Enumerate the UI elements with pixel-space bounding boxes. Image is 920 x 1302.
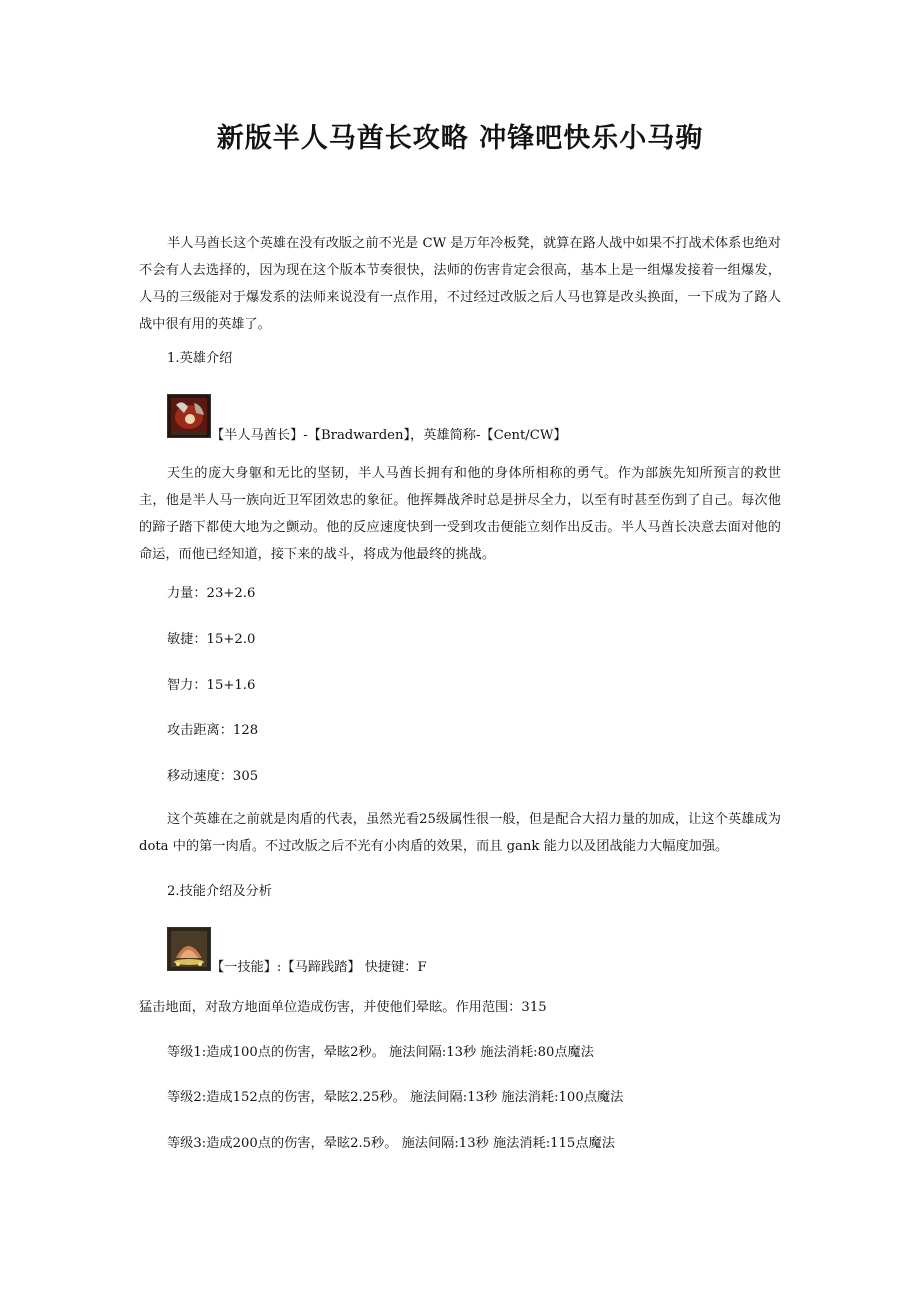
skill1-title-line: 【一技能】:【马蹄践踏】 快捷键：F [211, 960, 427, 975]
stat-strength: 力量：23+2.6 [167, 586, 256, 601]
skill1-level1: 等级1:造成100点的伤害，晕眩2秒。 施法间隔:13秒 施法消耗:80点魔法 [167, 1045, 594, 1060]
stat-agility: 敏捷：15+2.0 [167, 632, 256, 647]
section-heading-hero-intro: 1.英雄介绍 [167, 351, 233, 366]
stat-intelligence: 智力：15+1.6 [167, 678, 256, 693]
stat-attack-range: 攻击距离：128 [167, 723, 259, 738]
intro-paragraph: 半人马酋长这个英雄在没有改版之前不光是 CW 是万年冷板凳，就算在路人战中如果不打战术体系也绝对不会有人去选择的，因为现在这个版本节奏很快，法师的伤害肯定会很高，基本上是一组爆发接着一组爆发，人马的三级能对于爆发系的法师来说没有一点作用，不过经过改版之后人马也算是改头换面，一下成为了路人战中很有用的英雄了。 [139, 236, 781, 332]
analysis-paragraph: 这个英雄在之前就是肉盾的代表，虽然光看25级属性很一般，但是配合大招力量的加成，让这个英雄成为 dota 中的第一肉盾。不过改版之后不光有小肉盾的效果，而且 gank 能力以及团战能力大幅度加强。 [139, 812, 781, 854]
centaur-hero-portrait-icon [167, 394, 211, 438]
hoof-stomp-skill-icon [167, 927, 211, 971]
hero-lore-paragraph: 天生的庞大身躯和无比的坚韧，半人马酋长拥有和他的身体所相称的勇气。作为部族先知所预言的救世主，他是半人马一族向近卫军团效忠的象征。他挥舞战斧时总是拼尽全力，以至有时甚至伤到了自己。每次他的蹄子踏下都使大地为之颤动。他的反应速度快到一受到攻击便能立刻作出反击。半人马酋长决意去面对他的命运，而他已经知道，接下来的战斗，将成为他最终的挑战。 [139, 466, 781, 562]
skill1-level2: 等级2:造成152点的伤害，晕眩2.25秒。 施法间隔:13秒 施法消耗:100点魔法 [167, 1090, 624, 1105]
stat-move-speed: 移动速度：305 [167, 769, 259, 784]
hero-name-line: 【半人马酋长】-【Bradwarden】，英雄简称-【Cent/CW】 [211, 428, 567, 443]
section-heading-skills: 2.技能介绍及分析 [167, 884, 272, 899]
page-title: 新版半人马酋长攻略 冲锋吧快乐小马驹 [216, 123, 704, 154]
skill1-level3: 等级3:造成200点的伤害，晕眩2.5秒。 施法间隔:13秒 施法消耗:115点魔法 [167, 1136, 615, 1151]
skill1-description: 猛击地面，对敌方地面单位造成伤害，并使他们晕眩。作用范围：315 [139, 1000, 547, 1015]
